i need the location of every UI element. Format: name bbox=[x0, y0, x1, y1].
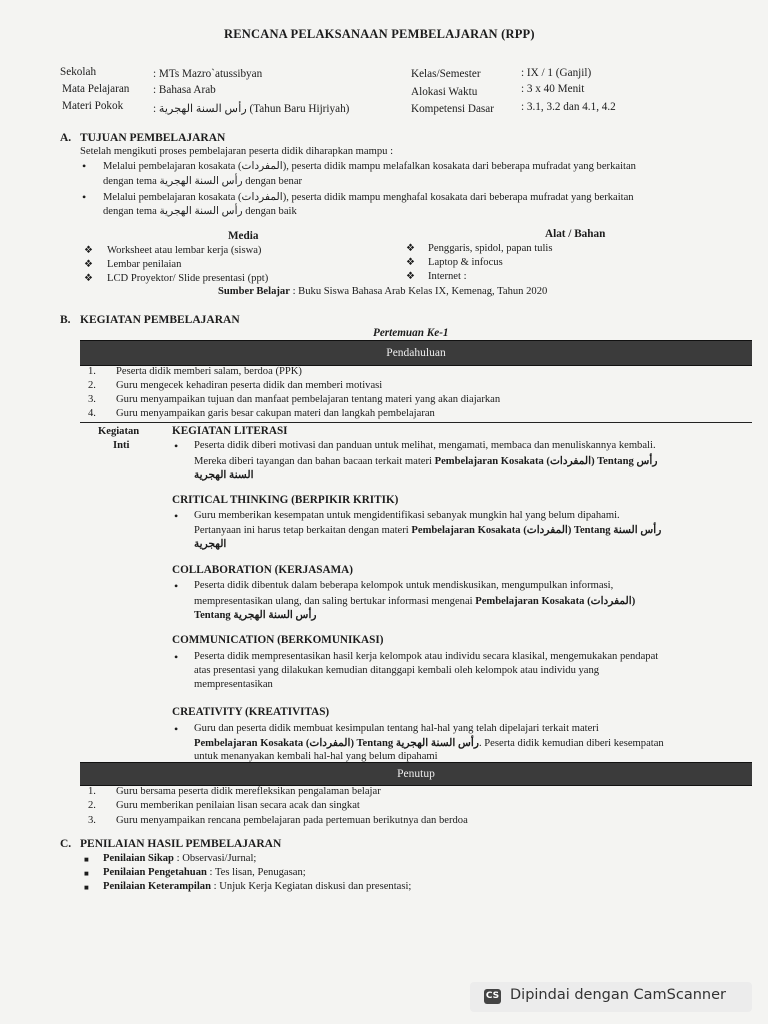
pen-num: 1. bbox=[88, 786, 96, 797]
materi-label: Materi Pokok bbox=[62, 100, 124, 112]
ct-line-2 bbox=[194, 524, 661, 536]
pend-item: Peserta didik memberi salam, berdoa (PPK) bbox=[116, 366, 302, 377]
literasi-line-3: السنة الهجرية bbox=[194, 470, 254, 481]
goal-2-line-2: dengan tema رأس السنة الهجرية dengan baik bbox=[103, 206, 297, 217]
media-item: LCD Proyektor/ Slide presentasi (ppt) bbox=[107, 273, 269, 284]
pend-num: 4. bbox=[88, 408, 96, 419]
bullet-icon: • bbox=[174, 509, 179, 523]
pertemuan-label: Pertemuan Ke-1 bbox=[373, 327, 449, 339]
literasi-line-2 bbox=[194, 455, 657, 467]
cre-line-3: untuk menanyakan kembali hal-hal yang belum dipahami bbox=[194, 751, 438, 762]
camscanner-watermark bbox=[470, 982, 752, 1012]
literasi-heading: KEGIATAN LITERASI bbox=[172, 425, 288, 437]
sekolah-value: : MTs Mazro`atussibyan bbox=[153, 68, 263, 80]
pen-num: 3. bbox=[88, 815, 96, 826]
media-item: Lembar penilaian bbox=[107, 259, 182, 270]
cre-line-2b: . Peserta didik kemudian diberi kesempatan bbox=[478, 738, 664, 749]
kelas-label: Kelas/Semester bbox=[411, 68, 481, 80]
goal-1-line-2: dengan tema رأس السنة الهجرية dengan benar bbox=[103, 176, 303, 187]
ct-heading: CRITICAL THINKING (BERPIKIR KRITIK) bbox=[172, 494, 399, 506]
ct-line-3: الهجرية bbox=[194, 539, 227, 550]
ct-line-2b: Pembelajaran Kosakata (المفردات) Tentang رأس السنة bbox=[411, 525, 662, 536]
penilaian-label: Penilaian Keterampilan bbox=[103, 881, 211, 892]
penilaian-label: Penilaian Sikap bbox=[103, 853, 174, 864]
cre-line-2a: Pembelajaran Kosakata (المفردات) Tentang رأس السنة الهجرية bbox=[194, 738, 479, 749]
inti-label-1: Kegiatan bbox=[98, 426, 140, 437]
penilaian-item bbox=[103, 881, 411, 892]
goal-2-line-1: Melalui pembelajaran kosakata (المفردات), peserta didik mampu menghafal kosakata dari beberapa mufradat yang berkaitan bbox=[103, 192, 634, 203]
section-a-heading: TUJUAN PEMBELAJARAN bbox=[80, 132, 226, 144]
pend-item: Guru menyampaikan tujuan dan manfaat pembelajaran tentang materi yang akan diajarkan bbox=[116, 394, 501, 405]
col-line-3: Tentang رأس السنة الهجرية bbox=[194, 610, 317, 621]
pend-item: Guru mengecek kehadiran peserta didik dan memberi motivasi bbox=[116, 380, 383, 391]
section-b-letter: B. bbox=[60, 314, 71, 326]
pen-item: Guru menyampaikan rencana pembelajaran pada pertemuan berikutnya dan berdoa bbox=[116, 815, 468, 826]
alokasi-label: Alokasi Waktu bbox=[411, 86, 478, 98]
diamond-bullet-icon: ❖ bbox=[406, 271, 415, 282]
cre-line-1: Guru dan peserta didik membuat kesimpulan tentang hal-hal yang telah dipelajari terkait materi bbox=[194, 723, 599, 734]
section-a-intro: Setelah mengikuti proses pembelajaran peserta didik diharapkan mampu : bbox=[80, 146, 394, 157]
kd-value: : 3.1, 3.2 dan 4.1, 4.2 bbox=[521, 101, 616, 113]
literasi-line-2b: Pembelajaran Kosakata (المفردات) Tentang رأس bbox=[434, 456, 658, 467]
ct-line-2a: Pertanyaan ini harus tetap berkaitan dengan materi bbox=[194, 525, 412, 536]
kd-label: Kompetensi Dasar bbox=[411, 103, 494, 115]
square-bullet-icon: ■ bbox=[84, 855, 89, 864]
pen-item: Guru memberikan penilaian lisan secara acak dan singkat bbox=[116, 800, 360, 811]
literasi-line-2a: Mereka diberi tayangan dan bahan bacaan terkait materi bbox=[194, 456, 435, 467]
penilaian-value: : Observasi/Jurnal; bbox=[173, 853, 257, 864]
penilaian-item bbox=[103, 867, 306, 878]
section-a-letter: A. bbox=[60, 132, 72, 144]
com-line-2: atas presentasi yang dilakukan kemudian ditanggapi kembali oleh kelompok atau individu yang bbox=[194, 665, 600, 676]
kelas-value: : IX / 1 (Ganjil) bbox=[521, 67, 592, 79]
square-bullet-icon: ■ bbox=[84, 869, 89, 878]
camscanner-logo-icon: CS bbox=[484, 989, 501, 1004]
literasi-line-1: Peserta didik diberi motivasi dan panduan untuk melihat, mengamati, membaca dan menuliskannya kembali. bbox=[194, 440, 656, 451]
penilaian-label: Penilaian Pengetahuan bbox=[103, 867, 207, 878]
alat-item: Laptop & infocus bbox=[428, 257, 503, 268]
bullet-icon: • bbox=[174, 439, 179, 453]
camscanner-text: Dipindai dengan CamScanner bbox=[510, 987, 727, 1003]
bullet-icon: • bbox=[82, 190, 87, 204]
square-bullet-icon: ■ bbox=[84, 883, 89, 892]
materi-value: : رأس السنة الهجرية (Tahun Baru Hijriyah) bbox=[153, 103, 350, 115]
penilaian-value: : Unjuk Kerja Kegiatan diskusi dan presentasi; bbox=[211, 881, 412, 892]
alokasi-value: : 3 x 40 Menit bbox=[521, 83, 585, 95]
pend-num: 1. bbox=[88, 366, 96, 377]
penilaian-item bbox=[103, 853, 256, 864]
col-line-1: Peserta didik dibentuk dalam beberapa kelompok untuk mendiskusikan, mengumpulkan informasi, bbox=[194, 580, 614, 591]
alat-item: Penggaris, spidol, papan tulis bbox=[428, 243, 553, 254]
section-b-heading: KEGIATAN PEMBELAJARAN bbox=[80, 314, 240, 326]
col-line-2 bbox=[194, 595, 635, 607]
alat-item: Internet : bbox=[428, 271, 467, 282]
sekolah-label: Sekolah bbox=[60, 66, 97, 78]
media-item: Worksheet atau lembar kerja (siswa) bbox=[107, 245, 262, 256]
pen-num: 2. bbox=[88, 800, 96, 811]
goal-1-line-1: Melalui pembelajaran kosakata (المفردات), peserta didik mampu melafalkan kosakata dari beberapa mufradat yang berkaitan bbox=[103, 161, 636, 172]
bullet-icon: • bbox=[174, 650, 179, 664]
com-line-3: mempresentasikan bbox=[194, 679, 273, 690]
media-heading: Media bbox=[228, 230, 259, 242]
col-line-2a: mempresentasikan ulang, dan saling bertukar informasi mengenai bbox=[194, 596, 476, 607]
bullet-icon: • bbox=[174, 579, 179, 593]
cre-line-2 bbox=[194, 737, 664, 749]
diamond-bullet-icon: ❖ bbox=[84, 245, 93, 256]
com-heading: COMMUNICATION (BERKOMUNIKASI) bbox=[172, 634, 384, 646]
bullet-icon: • bbox=[174, 722, 179, 736]
penilaian-value: : Tes lisan, Penugasan; bbox=[206, 867, 306, 878]
pend-item: Guru menyampaikan garis besar cakupan materi dan langkah pembelajaran bbox=[116, 408, 435, 419]
ct-line-1: Guru memberikan kesempatan untuk mengidentifikasi sebanyak mungkin hal yang belum dipahami. bbox=[194, 510, 620, 521]
col-heading: COLLABORATION (KERJASAMA) bbox=[172, 564, 353, 576]
sumber-value: : Buku Siswa Bahasa Arab Kelas IX, Kemenag, Tahun 2020 bbox=[292, 286, 548, 297]
divider bbox=[80, 422, 752, 423]
diamond-bullet-icon: ❖ bbox=[84, 259, 93, 270]
pend-num: 2. bbox=[88, 380, 96, 391]
pend-num: 3. bbox=[88, 394, 96, 405]
mapel-value: : Bahasa Arab bbox=[153, 84, 216, 96]
sumber-label: Sumber Belajar bbox=[218, 286, 290, 297]
sumber-belajar bbox=[218, 286, 547, 297]
diamond-bullet-icon: ❖ bbox=[84, 273, 93, 284]
com-line-1: Peserta didik mempresentasikan hasil kerja kelompok atau individu secara klasikal, mengemukakan pendapat bbox=[194, 651, 659, 662]
inti-label-2: Inti bbox=[113, 440, 130, 451]
section-c-heading: PENILAIAN HASIL PEMBELAJARAN bbox=[80, 838, 282, 850]
section-c-letter: C. bbox=[60, 838, 72, 850]
bullet-icon: • bbox=[82, 159, 87, 173]
pendahuluan-bar: Pendahuluan bbox=[80, 340, 752, 366]
alat-heading: Alat / Bahan bbox=[545, 228, 606, 240]
diamond-bullet-icon: ❖ bbox=[406, 243, 415, 254]
cre-heading: CREATIVITY (KREATIVITAS) bbox=[172, 706, 330, 718]
diamond-bullet-icon: ❖ bbox=[406, 257, 415, 268]
penutup-bar: Penutup bbox=[80, 762, 752, 786]
document-title: RENCANA PELAKSANAAN PEMBELAJARAN (RPP) bbox=[224, 27, 535, 41]
pen-item: Guru bersama peserta didik merefleksikan pengalaman belajar bbox=[116, 786, 381, 797]
mapel-label: Mata Pelajaran bbox=[62, 83, 130, 95]
col-line-2b: Pembelajaran Kosakata (المفردات) bbox=[475, 596, 636, 607]
